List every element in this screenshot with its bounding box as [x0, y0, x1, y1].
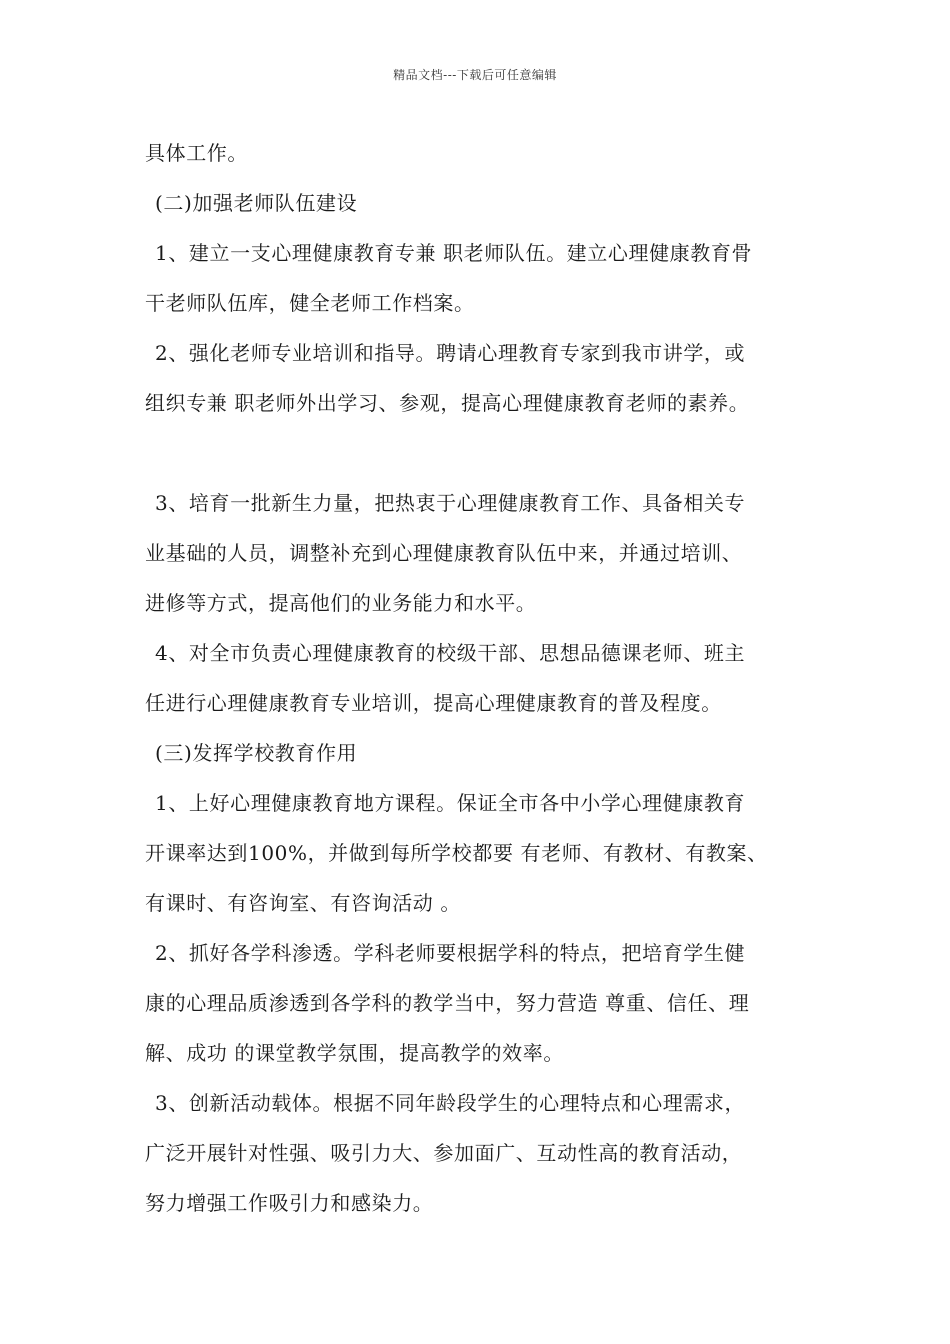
page-header: 精品文档---下载后可任意编辑 [393, 68, 557, 82]
text-line: 康的心理品质渗透到各学科的教学当中，努力营造 尊重、信任、理 [145, 991, 750, 1015]
paragraph-gap [145, 428, 835, 478]
text-line: 4、对全市负责心理健康教育的校级干部、思想品德课老师、班主 [155, 641, 746, 665]
document-body [145, 128, 835, 1228]
text-line: 业基础的人员，调整补充到心理健康教育队伍中来，并通过培训、 [145, 541, 743, 565]
text-line: 有课时、有咨询室、有咨询活动 。 [145, 891, 461, 915]
text-line: 3、培育一批新生力量，把热衷于心理健康教育工作、具备相关专 [155, 491, 746, 515]
text-line: 干老师队伍库，健全老师工作档案。 [145, 291, 475, 315]
text-line: 2、强化老师专业培训和指导。聘请心理教育专家到我市讲学，或 [155, 341, 746, 365]
section-heading: (二)加强老师队伍建设 [155, 191, 358, 215]
text-line: 具体工作。 [145, 141, 248, 165]
text-line: 解、成功 的课堂教学氛围，提高教学的效率。 [145, 1041, 564, 1065]
text-line: 开课率达到100%，并做到每所学校都要 有老师、有教材、有教案、 [145, 841, 768, 865]
text-line: 广泛开展针对性强、吸引力大、参加面广、互动性高的教育活动， [145, 1141, 743, 1165]
text-line: 1、建立一支心理健康教育专兼 职老师队伍。建立心理健康教育骨 [155, 241, 753, 265]
text-line: 组织专兼 职老师外出学习、参观，提高心理健康教育老师的素养。 [145, 391, 750, 415]
text-line: 努力增强工作吸引力和感染力。 [145, 1191, 434, 1215]
text-line: 2、抓好各学科渗透。学科老师要根据学科的特点，把培育学生健 [155, 941, 746, 965]
section-heading: (三)发挥学校教育作用 [155, 741, 358, 765]
text-line: 任进行心理健康教育专业培训，提高心理健康教育的普及程度。 [145, 691, 722, 715]
text-line: 1、上好心理健康教育地方课程。保证全市各中小学心理健康教育 [155, 791, 746, 815]
text-line: 进修等方式，提高他们的业务能力和水平。 [145, 591, 537, 615]
text-line: 3、创新活动载体。根据不同年龄段学生的心理特点和心理需求， [155, 1091, 746, 1115]
